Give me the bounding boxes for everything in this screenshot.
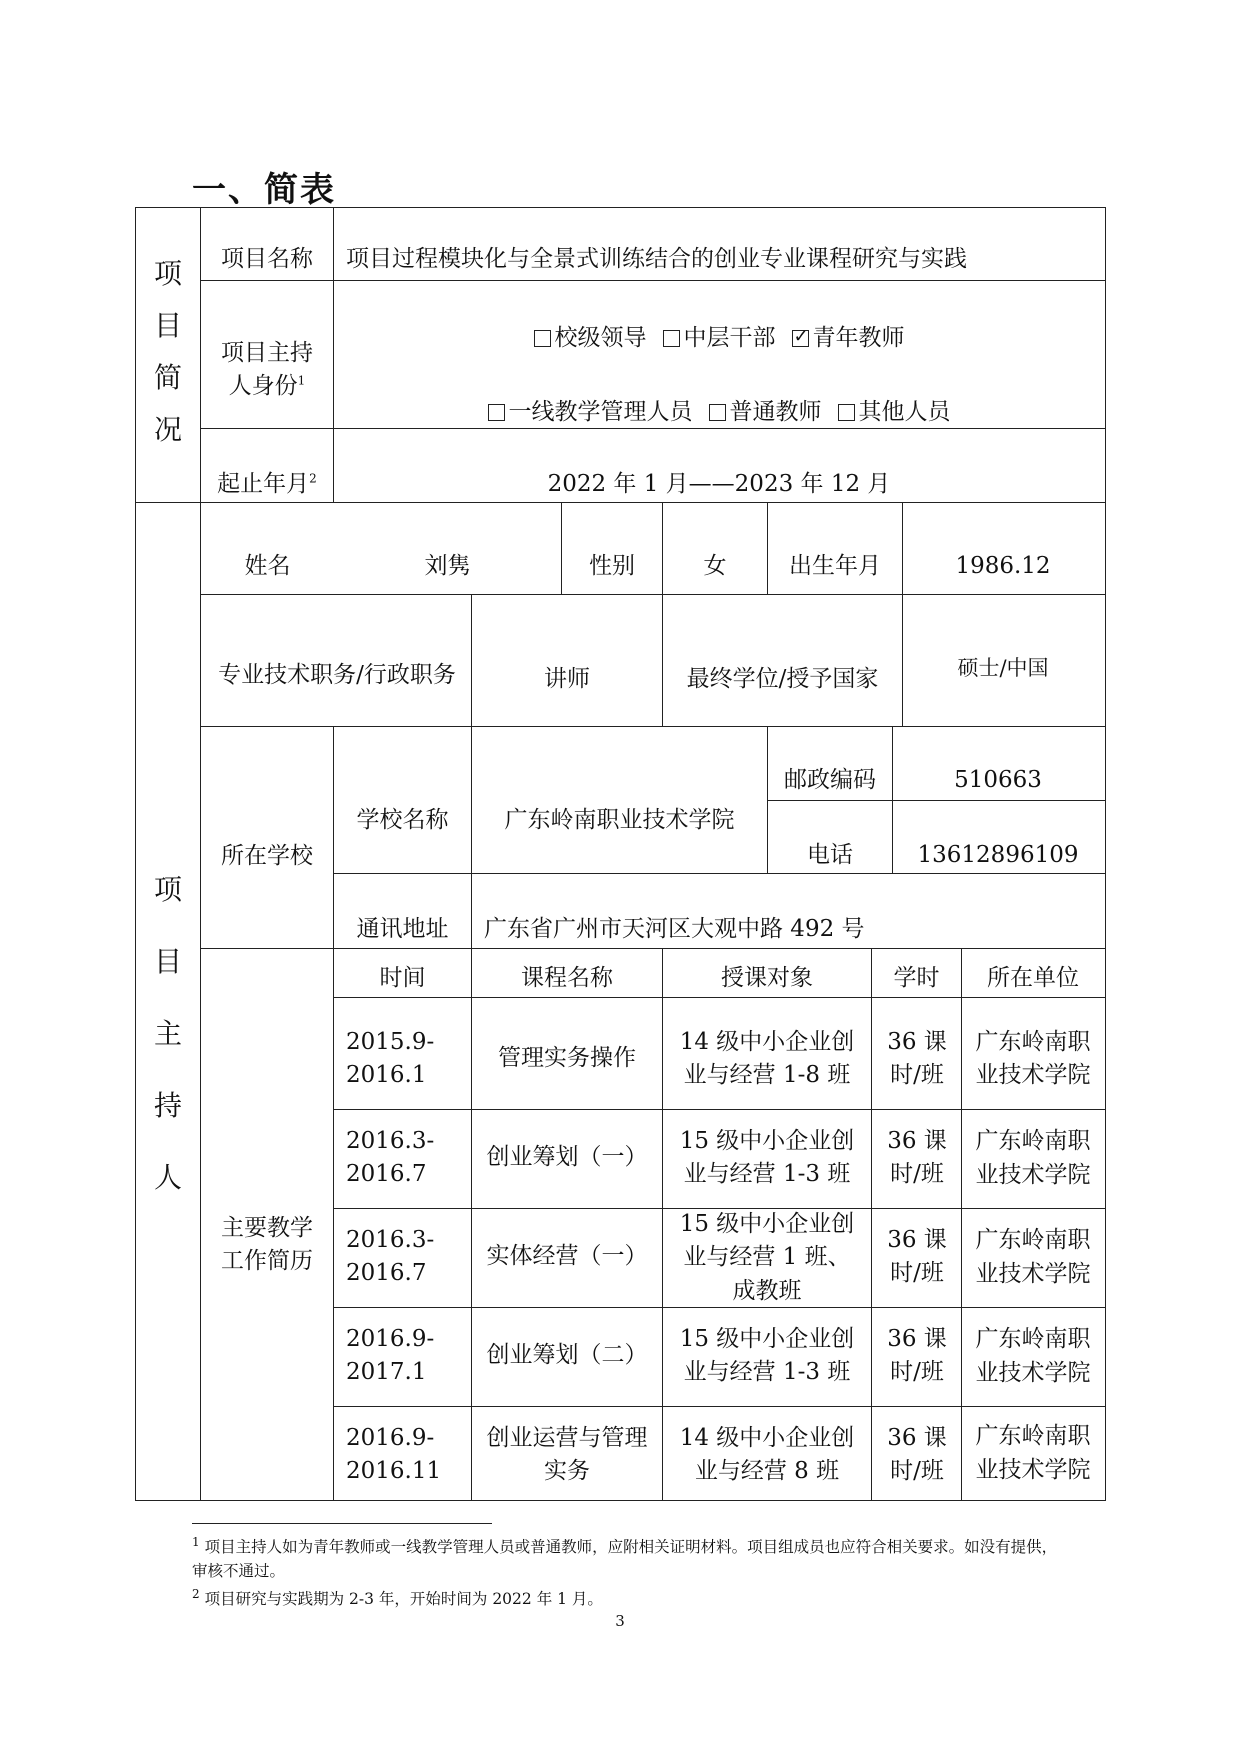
- checked-checkbox-icon[interactable]: [792, 330, 809, 347]
- teaching-target: 15 级中小企业创业与经营 1-3 班: [679, 1127, 855, 1187]
- teaching-unit: 广东岭南职业技术学院: [975, 1128, 1091, 1188]
- period-value: 2022 年 1 月——2023 年 12 月: [547, 471, 891, 498]
- postal-label: 邮政编码: [784, 767, 876, 794]
- teaching-time: 2016.9-2017.1: [346, 1325, 435, 1385]
- checkbox-icon[interactable]: [709, 404, 726, 421]
- degree-label: 最终学位/授予国家: [686, 666, 879, 693]
- teaching-unit: 广东岭南职业技术学院: [975, 1423, 1091, 1483]
- option-young-teacher[interactable]: ✓ 青年教师: [792, 322, 905, 355]
- name-value: 刘隽: [424, 553, 471, 580]
- address-label: 通讯地址: [356, 916, 449, 943]
- name-label: 姓名: [244, 553, 291, 580]
- host-identity-options-row1: [334, 320, 1104, 358]
- teaching-course: 管理实务操作: [498, 1045, 636, 1072]
- section-overview-label: 项 目 简 况: [153, 257, 182, 446]
- address-value: 广东省广州市天河区大观中路 492 号: [484, 916, 865, 943]
- project-name-label: 项目名称: [221, 246, 313, 273]
- checkbox-icon[interactable]: [663, 330, 680, 347]
- teaching-time: 2016.3-2016.7: [346, 1226, 435, 1286]
- gender-value: 女: [703, 553, 727, 580]
- page-number: 3: [615, 1612, 625, 1630]
- teaching-hours: 36 课时/班: [887, 1028, 947, 1088]
- option-other-staff[interactable]: 其他人员: [838, 396, 951, 429]
- option-middle-cadre[interactable]: 中层干部: [663, 322, 776, 355]
- teaching-target: 15 级中小企业创业与经营 1 班、成教班: [679, 1210, 855, 1304]
- checkbox-icon[interactable]: [534, 330, 551, 347]
- period-label: 起止年月$^2$: [217, 471, 317, 498]
- birth-value: 1986.12: [955, 553, 1051, 580]
- school-group-label: 所在学校: [221, 843, 313, 870]
- teaching-course: 创业筹划（一）: [486, 1144, 648, 1171]
- teaching-time: 2016.3-2016.7: [346, 1127, 435, 1187]
- gender-label: 性别: [589, 553, 635, 580]
- teaching-course: 创业筹划（二）: [486, 1342, 648, 1369]
- footnote-divider: [192, 1523, 492, 1524]
- degree-value: 硕士/中国: [957, 655, 1049, 680]
- teaching-time: 2016.9-2016.11: [346, 1424, 442, 1484]
- teaching-header-target: 授课对象: [721, 965, 813, 992]
- footnote-1: $^1$ 项目主持人如为青年教师或一线教学管理人员或普通教师，应附相关证明材料。项目组成员也应符合相关要求。如没有提供，审核不通过。: [192, 1535, 1058, 1581]
- teaching-unit: 广东岭南职业技术学院: [975, 1227, 1091, 1287]
- teaching-target: 14 级中小企业创业与经营 8 班: [679, 1424, 855, 1484]
- teaching-hours: 36 课时/班: [887, 1127, 947, 1187]
- host-identity-label: 项目主持人身份$^1$: [221, 339, 313, 399]
- teaching-course: 创业运营与管理实务: [486, 1424, 648, 1484]
- teaching-header-unit: 所在单位: [987, 965, 1079, 992]
- checkbox-icon[interactable]: [838, 404, 855, 421]
- teaching-hours: 36 课时/班: [887, 1424, 947, 1484]
- teaching-header-time: 时间: [379, 965, 426, 992]
- phone-value: 13612896109: [917, 842, 1079, 869]
- option-ordinary-teacher[interactable]: 普通教师: [709, 396, 822, 429]
- option-frontline-staff[interactable]: 一线教学管理人员: [488, 396, 693, 429]
- host-identity-options-row2: [334, 394, 1104, 432]
- title-value: 讲师: [544, 666, 590, 693]
- teaching-time: 2015.9-2016.1: [346, 1028, 435, 1088]
- teaching-hours: 36 课时/班: [887, 1325, 947, 1385]
- teaching-label: 主要教学工作简历: [221, 1214, 313, 1274]
- phone-label: 电话: [807, 842, 853, 869]
- birth-label: 出生年月: [789, 553, 881, 580]
- option-school-leader[interactable]: 校级领导: [534, 322, 647, 355]
- project-name-value: 项目过程模块化与全景式训练结合的创业专业课程研究与实践: [346, 246, 967, 273]
- checkbox-icon[interactable]: [488, 404, 505, 421]
- postal-value: 510663: [954, 767, 1042, 794]
- page-title: 一、简表: [192, 170, 336, 210]
- teaching-hours: 36 课时/班: [887, 1226, 947, 1286]
- teaching-unit: 广东岭南职业技术学院: [975, 1028, 1091, 1088]
- school-name-value: 广东岭南职业技术学院: [504, 807, 735, 834]
- teaching-course: 实体经营（一）: [486, 1243, 648, 1270]
- teaching-unit: 广东岭南职业技术学院: [975, 1326, 1091, 1386]
- teaching-target: 14 级中小企业创业与经营 1-8 班: [679, 1028, 855, 1088]
- section-host-label: 项 目 主 持 人: [153, 873, 182, 1194]
- teaching-header-hours: 学时: [893, 965, 940, 992]
- footnote-2: $^2$ 项目研究与实践期为 2-3 年，开始时间为 2022 年 1 月。: [192, 1587, 603, 1609]
- teaching-target: 15 级中小企业创业与经营 1-3 班: [679, 1325, 855, 1385]
- school-name-label: 学校名称: [356, 807, 449, 834]
- title-label: 专业技术职务/行政职务: [218, 662, 456, 689]
- teaching-header-course: 课程名称: [521, 965, 613, 992]
